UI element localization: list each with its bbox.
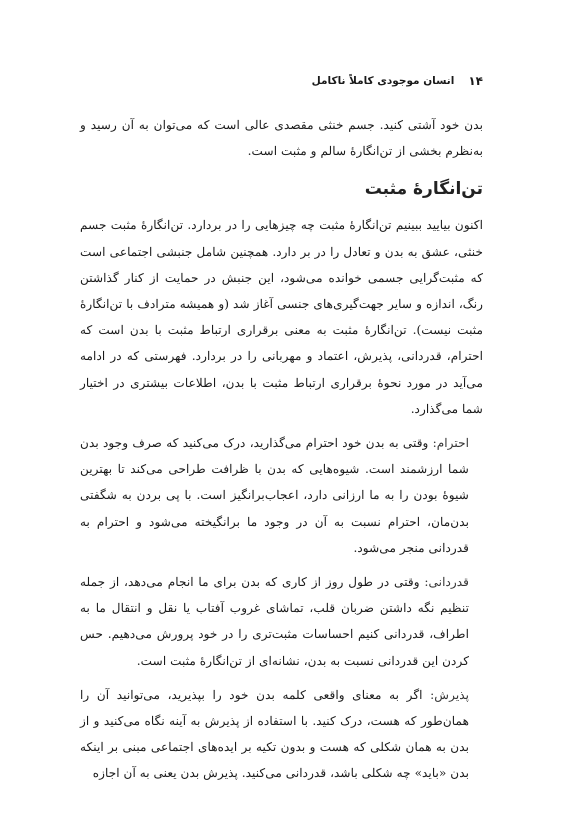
section-paragraph: اکنون بیایید ببینیم تن‌انگارهٔ مثبت چه چیزهایی را در بردارد. تن‌انگارهٔ مثبت جسم خنثی، عشق به بدن و تعادل را در بر دارد. همچنین شامل جنبشی اجتماعی است که مثبت‌گرایی جسمی خوانده می‌شود، این جنبش در حمایت از کنار گذاشتن رنگ، اندازه و سایر جهت‌گیری‌های جنسی آغاز شد (و همیشه مترادف با تن‌انگارهٔ مثبت نیست). تن‌انگارهٔ مثبت به معنی برقراری ارتباط مثبت با بدن است که احترام، قدردانی، پذیرش، اعتماد و مهربانی را در بردارد. فهرستی که در ادامه می‌آید در مورد نحوهٔ برقراری ارتباط مثبت با بدن، اطلاعات بیشتری در اختیار شما می‌گذارد.	[80, 218, 483, 416]
list-item	[80, 430, 469, 561]
intro-paragraph: بدن خود آشتی کنید. جسم خنثی مقصدی عالی است که می‌توان به آن رسید و به‌نظرم بخشی از تن‌انگارهٔ سالم و مثبت است.	[80, 118, 483, 159]
item-text: اگر به معنای واقعی کلمه بدن خود را بپذیرید، می‌توانید آن را همان‌طور که هست، درک کنید. با استفاده از پذیرش به آینه نگاه می‌کنید و از بدن به همان شکلی که هست و بدون تکیه بر ایده‌های اجتماعی مبنی بر اینکه بدن «باید» چه شکلی باشد، قدردانی می‌کنید. پذیرش بدن یعنی به آن اجازه	[80, 687, 469, 781]
list-item	[80, 569, 469, 674]
item-term: پذیرش:	[430, 687, 470, 702]
list-item	[80, 682, 469, 787]
running-header	[84, 72, 483, 90]
book-title: انسان موجودی کاملاً ناکامل	[311, 75, 455, 87]
item-term: قدردانی:	[424, 575, 470, 590]
item-term: احترام:	[432, 436, 470, 451]
section-heading: تن‌انگارهٔ مثبت	[364, 179, 483, 200]
page-number: ۱۴	[468, 74, 483, 88]
item-text: وقتی به بدن خود احترام می‌گذارید، درک می‌کنید که صرف وجود بدن شما ارزشمند است. شیوه‌هایی که بدن با ظرافت طراحی می‌کند تا بهترین شیوهٔ بودن را به ما ارزانی دارد، اعجاب‌برانگیز است. با پی بردن به شگفتی بدن‌مان، احترام نسبت به آن در وجود ما برانگیخته می‌شود و احترام به قدردانی منجر می‌شود.	[80, 436, 469, 555]
page-body	[80, 112, 483, 787]
item-text: وقتی در طول روز از کاری که بدن برای ما انجام می‌دهد، از جمله تنظیم نگه داشتن ضربان قلب، تماشای غروب آفتاب یا نقل و انتقال ما به اطراف، قدردانی کنیم احساسات مثبت‌تری را در خود پرورش می‌دهیم. حس کردن این قدردانی نسبت به بدن، نشانه‌ای از تن‌انگارهٔ مثبت است.	[80, 575, 469, 668]
